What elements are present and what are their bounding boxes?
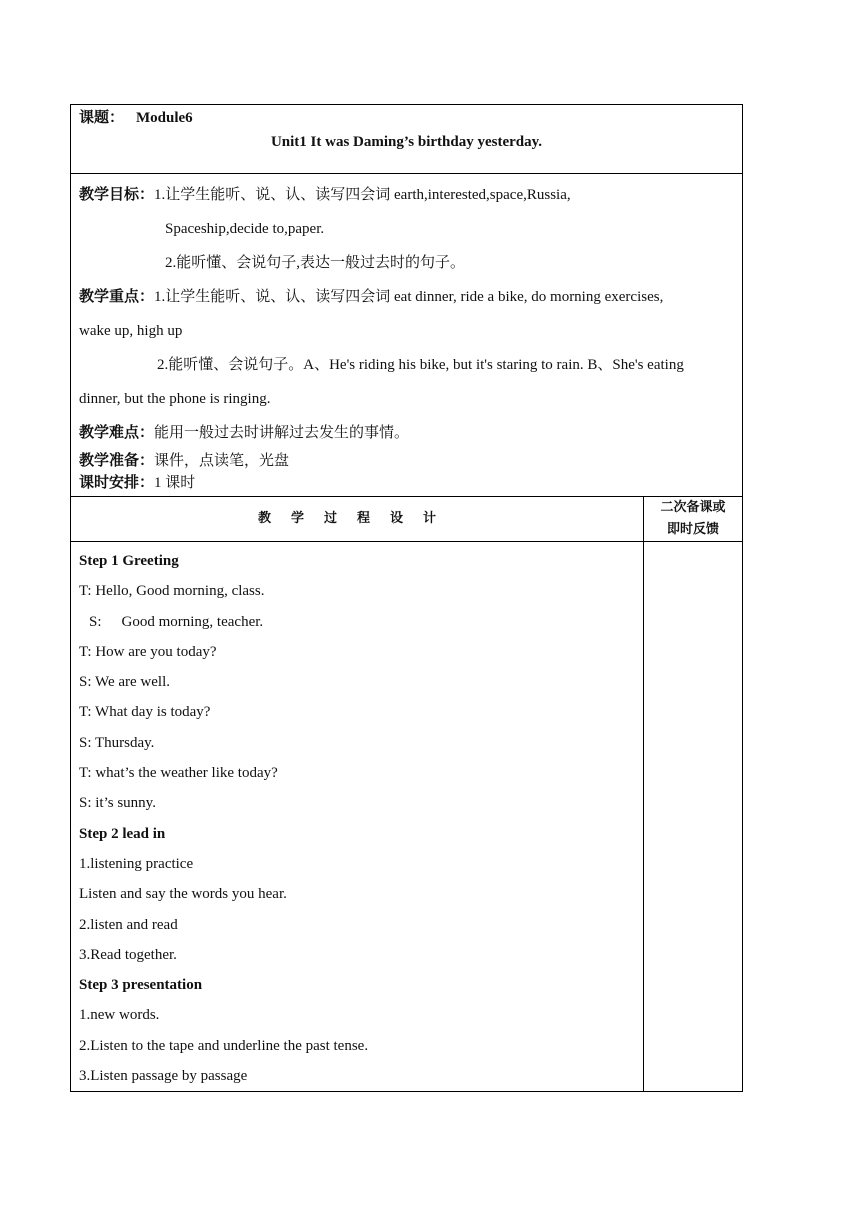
process-line: T: How are you today? bbox=[79, 643, 217, 660]
process-line: 3.Listen passage by passage bbox=[79, 1068, 248, 1085]
preparation-label: 教学准备： bbox=[79, 453, 155, 469]
lesson-plan-table bbox=[70, 104, 743, 1092]
process-line bbox=[79, 607, 643, 637]
step-heading: Step 2 lead in bbox=[79, 825, 166, 842]
unit-title: Unit1 It was Daming’s birthday yesterday. bbox=[270, 134, 543, 150]
key-point-item-2-cont: dinner, but the phone is ringing. bbox=[79, 391, 271, 407]
preparation-text: 课件，点读笔，光盘 bbox=[154, 453, 290, 469]
key-point-item-2: 2.能听懂、会说句子。A、He's riding his bike, but it's staring to rain. B、She's eating bbox=[157, 357, 684, 373]
process-line: 1.listening practice bbox=[79, 855, 194, 872]
process-steps-cell bbox=[71, 542, 644, 1092]
process-line: T: what’s the weather like today? bbox=[79, 765, 278, 782]
schedule-label: 课时安排： bbox=[79, 475, 155, 491]
feedback-heading bbox=[644, 497, 743, 542]
objective-item-2: 2.能听懂、会说句子,表达一般过去时的句子。 bbox=[165, 255, 466, 271]
process-line: S: We are well. bbox=[79, 674, 170, 691]
objective-item-1-cont: Spaceship,decide to,paper. bbox=[165, 221, 325, 237]
key-points-row bbox=[79, 280, 742, 314]
process-line: Listen and say the words you hear. bbox=[79, 886, 287, 903]
schedule-text: 1 课时 bbox=[154, 475, 196, 491]
process-line: T: What day is today? bbox=[79, 704, 211, 721]
feedback-cell bbox=[644, 542, 743, 1092]
process-line: T: Hello, Good morning, class. bbox=[79, 583, 265, 600]
process-line: S: Thursday. bbox=[79, 734, 155, 751]
process-line: 3.Read together. bbox=[79, 946, 177, 963]
feedback-heading-line-1: 二次备课或 bbox=[660, 500, 726, 515]
module-name: Module6 bbox=[136, 110, 193, 126]
step-heading: Step 3 presentation bbox=[79, 977, 203, 994]
process-heading: 教学过程设计 bbox=[71, 497, 644, 542]
objectives-label: 教学目标： bbox=[79, 187, 155, 203]
process-line: 1.new words. bbox=[79, 1007, 160, 1024]
key-point-item-1-cont: wake up, high up bbox=[79, 323, 183, 339]
title-cell bbox=[71, 105, 743, 174]
key-point-item-1: 1.让学生能听、说、认、读写四会词 eat dinner, ride a bike, do morning exercises, bbox=[154, 289, 664, 305]
lesson-plan-page bbox=[70, 104, 742, 1092]
process-line: 2.Listen to the tape and underline the past tense. bbox=[79, 1037, 369, 1054]
process-steps-list bbox=[79, 546, 643, 1091]
schedule-row bbox=[79, 472, 742, 494]
step-heading: Step 1 Greeting bbox=[79, 553, 179, 569]
topic-label: 课题： bbox=[79, 110, 125, 126]
difficulty-label: 教学难点： bbox=[79, 425, 155, 441]
difficulty-text: 能用一般过去时讲解过去发生的事情。 bbox=[154, 425, 410, 441]
speaker-label: S: bbox=[89, 613, 102, 630]
objective-item-1: 1.让学生能听、说、认、读写四会词 earth,interested,space,Russia, bbox=[154, 187, 571, 203]
preparation-row bbox=[79, 450, 742, 472]
feedback-heading-line-2: 即时反馈 bbox=[666, 522, 719, 537]
key-points-label: 教学重点： bbox=[79, 289, 155, 305]
process-line: 2.listen and read bbox=[79, 916, 178, 933]
difficulty-row bbox=[79, 416, 742, 450]
speaker-text: Good morning, teacher. bbox=[121, 613, 264, 630]
info-cell bbox=[71, 174, 743, 497]
objectives-row bbox=[79, 178, 742, 212]
process-line: S: it’s sunny. bbox=[79, 795, 156, 812]
